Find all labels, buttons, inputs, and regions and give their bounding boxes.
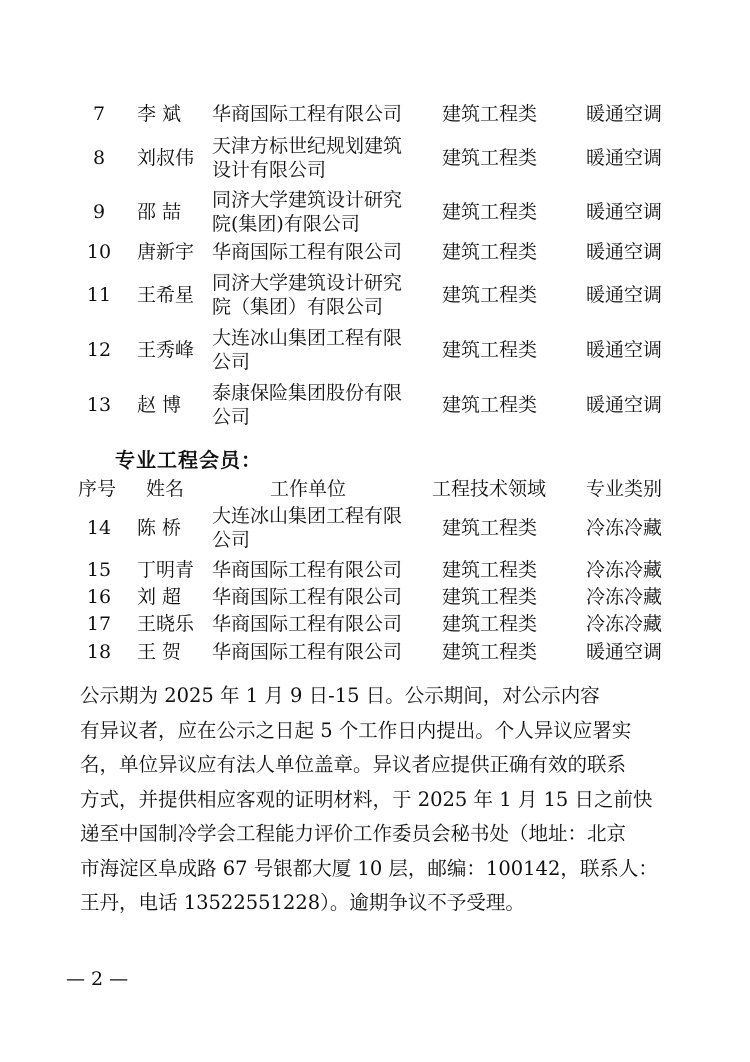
row-number: 11 xyxy=(86,284,112,306)
member-name: 赵 博 xyxy=(137,394,182,416)
work-unit: 华商国际工程有限公司 xyxy=(212,586,403,608)
notice-line: 王丹，电话 13522551228）。逾期争议不予受理。 xyxy=(80,891,525,914)
row-number: 7 xyxy=(92,103,106,125)
tech-field: 建筑工程类 xyxy=(442,147,538,169)
member-name: 唐新宇 xyxy=(137,241,195,263)
work-unit: 天津方标世纪规划建筑 xyxy=(212,135,403,157)
tech-field: 建筑工程类 xyxy=(442,613,538,635)
notice-line: 市海淀区阜成路 67 号银都大厦 10 层，邮编：100142，联系人： xyxy=(80,856,658,880)
header-field: 工程技术领域 xyxy=(432,478,547,500)
row-number: 8 xyxy=(92,147,106,169)
work-unit: 华商国际工程有限公司 xyxy=(212,559,403,581)
header-name: 姓名 xyxy=(146,478,185,500)
work-unit: 同济大学建筑设计研究 xyxy=(212,189,403,211)
member-name: 刘 超 xyxy=(137,586,182,608)
tech-field: 建筑工程类 xyxy=(442,517,538,539)
work-unit: 华商国际工程有限公司 xyxy=(212,641,403,663)
category: 暖通空调 xyxy=(586,103,663,125)
member-name: 邵 喆 xyxy=(137,201,182,223)
notice-line: 有异议者，应在公示之日起 5 个工作日内提出。个人异议应署实 xyxy=(80,718,632,742)
member-name: 王 贺 xyxy=(137,641,182,663)
member-name: 陈 桥 xyxy=(137,517,182,539)
work-unit: 设计有限公司 xyxy=(212,159,327,181)
row-number: 12 xyxy=(86,339,112,361)
work-unit: 大连冰山集团工程有限 xyxy=(212,505,403,527)
work-unit: 同济大学建筑设计研究 xyxy=(212,272,403,294)
notice-line: 递至中国制冷学会工程能力评价工作委员会秘书处（地址：北京 xyxy=(80,822,627,845)
tech-field: 建筑工程类 xyxy=(442,241,538,263)
row-number: 14 xyxy=(86,517,112,539)
header-num: 序号 xyxy=(78,478,117,500)
work-unit: 大连冰山集团工程有限 xyxy=(212,327,403,349)
row-number: 16 xyxy=(86,586,112,608)
category: 暖通空调 xyxy=(586,241,663,263)
work-unit: 院(集团)有限公司 xyxy=(212,213,360,235)
header-category: 专业类别 xyxy=(586,478,663,500)
category: 冷冻冷藏 xyxy=(586,559,663,581)
notice-line: 方式，并提供相应客观的证明材料，于 2025 年 1 月 15 日之前快 xyxy=(80,787,653,811)
work-unit: 华商国际工程有限公司 xyxy=(212,241,403,263)
tech-field: 建筑工程类 xyxy=(442,339,538,361)
row-number: 13 xyxy=(86,394,112,416)
member-name: 丁明青 xyxy=(137,559,195,581)
work-unit: 公司 xyxy=(212,529,251,551)
category: 暖通空调 xyxy=(586,147,663,169)
member-name: 王希星 xyxy=(137,284,195,306)
tech-field: 建筑工程类 xyxy=(442,559,538,581)
category: 冷冻冷藏 xyxy=(586,613,663,635)
row-number: 18 xyxy=(86,641,112,663)
page-number: — 2 — xyxy=(66,968,129,990)
member-name: 李 斌 xyxy=(137,103,182,125)
work-unit: 公司 xyxy=(212,351,251,373)
tech-field: 建筑工程类 xyxy=(442,103,538,125)
work-unit: 华商国际工程有限公司 xyxy=(212,613,403,635)
tech-field: 建筑工程类 xyxy=(442,394,538,416)
header-unit: 工作单位 xyxy=(270,478,347,500)
work-unit: 华商国际工程有限公司 xyxy=(212,103,403,125)
tech-field: 建筑工程类 xyxy=(442,641,538,663)
notice-line: 名，单位异议应有法人单位盖章。异议者应提供正确有效的联系 xyxy=(80,753,627,776)
tech-field: 建筑工程类 xyxy=(442,284,538,306)
member-name: 刘叔伟 xyxy=(137,147,195,169)
category: 暖通空调 xyxy=(586,641,663,663)
member-name: 王晓乐 xyxy=(137,613,195,635)
notice-line: 公示期为 2025 年 1 月 9 日-15 日。公示期间，对公示内容 xyxy=(80,684,600,707)
member-name: 王秀峰 xyxy=(137,339,195,361)
category: 暖通空调 xyxy=(586,201,663,223)
row-number: 10 xyxy=(86,241,112,263)
category: 暖通空调 xyxy=(586,284,663,306)
work-unit: 泰康保险集团股份有限 xyxy=(212,382,403,404)
row-number: 9 xyxy=(92,201,106,223)
category: 冷冻冷藏 xyxy=(586,517,663,539)
tech-field: 建筑工程类 xyxy=(442,586,538,608)
category: 冷冻冷藏 xyxy=(586,586,663,608)
row-number: 17 xyxy=(86,613,112,635)
work-unit: 院（集团）有限公司 xyxy=(212,296,384,318)
section-heading: 专业工程会员： xyxy=(115,448,262,472)
row-number: 15 xyxy=(86,559,112,581)
work-unit: 公司 xyxy=(212,406,251,428)
category: 暖通空调 xyxy=(586,394,663,416)
tech-field: 建筑工程类 xyxy=(442,201,538,223)
category: 暖通空调 xyxy=(586,339,663,361)
